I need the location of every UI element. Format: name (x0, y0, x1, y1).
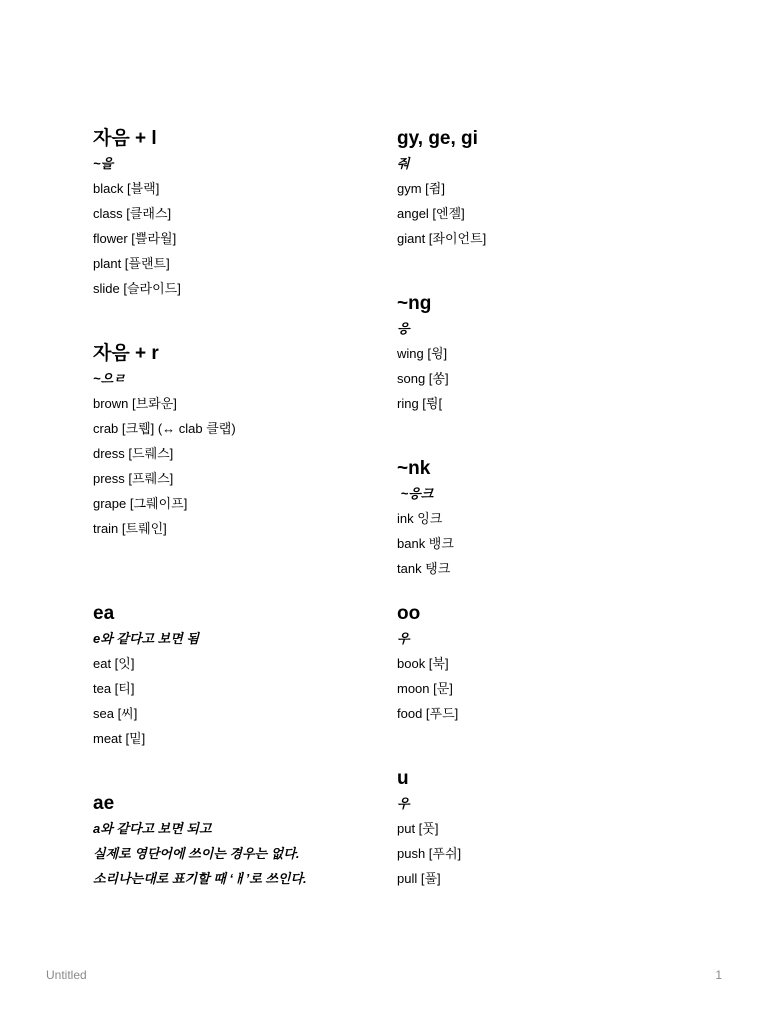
section-u (397, 766, 687, 891)
word-item: grape [그뤠이프] (93, 496, 188, 511)
section-oo (397, 601, 687, 726)
word-item: food [푸드] (397, 706, 459, 721)
section-subtitle: ~을 (93, 156, 114, 171)
word-item: brown [브롸운] (93, 396, 177, 411)
document-title: Untitled (46, 968, 87, 982)
word-item: bank 뱅크 (397, 536, 454, 551)
section-subtitle: 우 (397, 631, 410, 646)
section-consonant-l (93, 126, 383, 301)
page-number: 1 (715, 968, 722, 982)
section-heading: 자음 + r (93, 343, 159, 364)
section-subtitle: 응 (397, 321, 410, 336)
section-subtitle: 우 (397, 796, 410, 811)
section-heading: ~nk (397, 458, 431, 479)
section-heading: u (397, 768, 409, 789)
section-heading: ea (93, 603, 115, 624)
section-subtitle: 줘 (397, 156, 410, 171)
word-item: black [블랙] (93, 181, 160, 196)
section-heading: ae (93, 793, 115, 814)
section-nk (397, 456, 687, 581)
word-item: giant [좌이언트] (397, 231, 487, 246)
word-item: flower [쁠라월] (93, 231, 177, 246)
word-item: dress [드뤠스] (93, 446, 174, 461)
word-item: pull [풀] (397, 871, 441, 886)
word-item: tea [티] (93, 681, 135, 696)
word-item: push [푸쉬] (397, 846, 462, 861)
word-item: crab [크뤱] (↔ clab 클랩) (93, 421, 236, 436)
section-subtitle: a와 같다고 보면 되고 (93, 821, 212, 836)
section-subtitle: ~응크 (397, 486, 434, 501)
word-item: train [트뤠인] (93, 521, 167, 536)
section-heading: ~ng (397, 293, 432, 314)
word-item: meat [밑] (93, 731, 146, 746)
word-item: press [프뤠스] (93, 471, 174, 486)
section-subtitle: ~으ㄹ (93, 371, 126, 386)
word-item: slide [슬라이드] (93, 281, 181, 296)
word-item: moon [문] (397, 681, 453, 696)
section-subtitle: e와 같다고 보면 됨 (93, 631, 199, 646)
section-heading: oo (397, 603, 421, 624)
word-item: sea [씨] (93, 706, 138, 721)
word-item: ink 잉크 (397, 511, 443, 526)
section-ng (397, 291, 687, 416)
section-consonant-r (93, 341, 383, 541)
section-gy-ge-gi (397, 126, 687, 251)
section-heading: gy, ge, gi (397, 128, 478, 149)
word-item: ring [륑[ (397, 396, 443, 411)
section-note: 실제로 영단어에 쓰이는 경우는 없다. (93, 846, 300, 861)
word-item: song [쏭] (397, 371, 449, 386)
word-item: gym [쥠] (397, 181, 445, 196)
section-note: 소리나는대로 표기할 때 ‘ㅐ’로 쓰인다. (93, 871, 307, 886)
word-item: angel [엔젤] (397, 206, 465, 221)
section-ae (93, 791, 383, 891)
section-ea (93, 601, 383, 751)
word-item: plant [플랜트] (93, 256, 170, 271)
word-item: wing [윙] (397, 346, 448, 361)
word-item: eat [잇] (93, 656, 135, 671)
word-item: put [풋] (397, 821, 439, 836)
word-item: book [북] (397, 656, 449, 671)
word-item: class [클래스] (93, 206, 172, 221)
section-heading: 자음 + l (93, 128, 157, 149)
word-item: tank 탱크 (397, 561, 451, 576)
